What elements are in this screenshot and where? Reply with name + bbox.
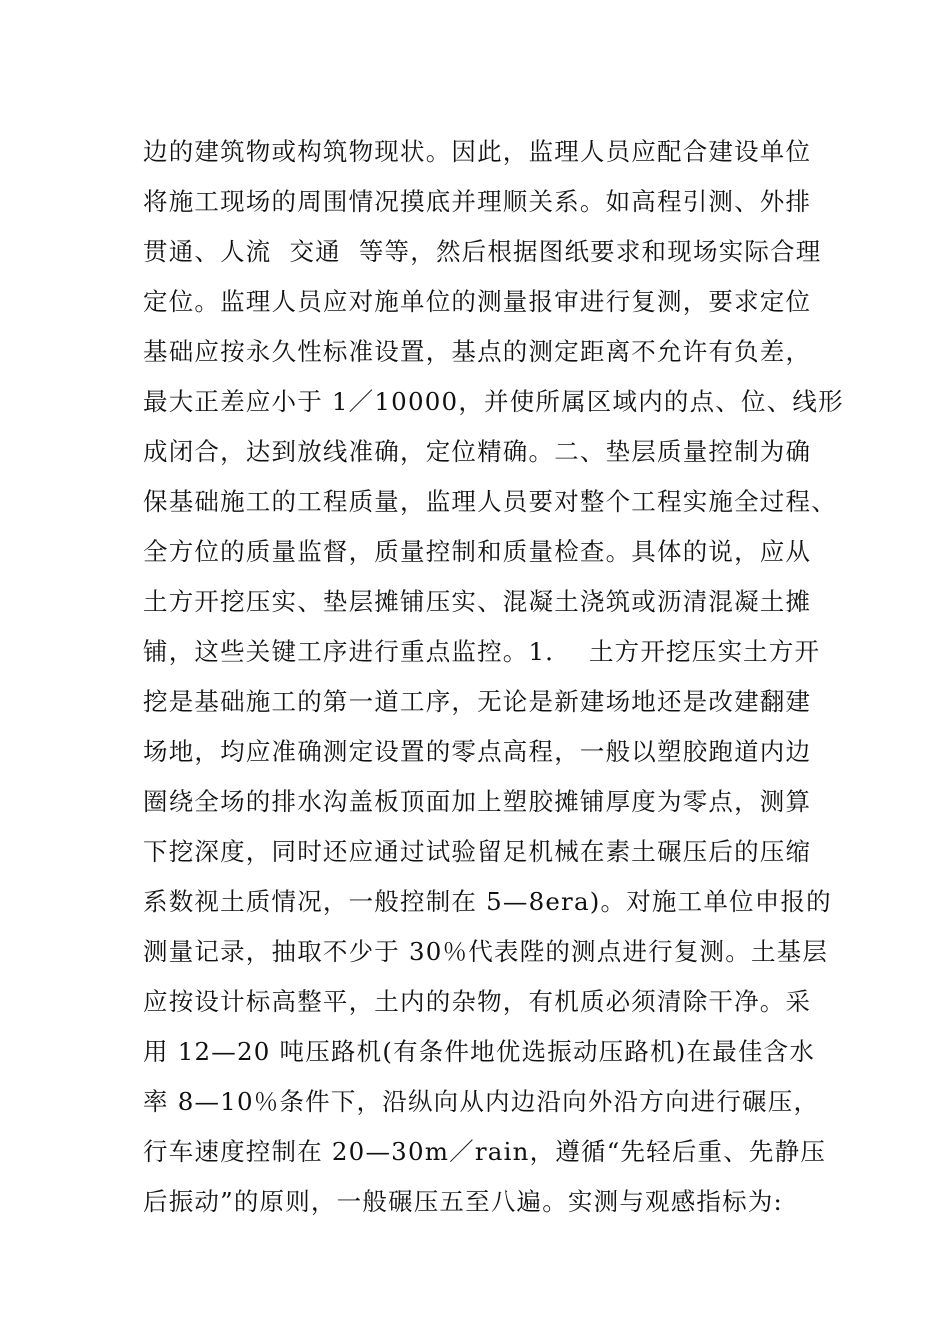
text-line: 测量记录，抽取不少于 30％代表陛的测点进行复测。土基层 xyxy=(143,937,829,966)
text-line: 圈绕全场的排水沟盖板顶面加上塑胶摊铺厚度为零点，测算 xyxy=(143,787,812,816)
text-line: 基础应按永久性标准设置，基点的测定距离不允许有负差， xyxy=(143,337,812,366)
text-line: 土方开挖压实、垫层摊铺压实、混凝土浇筑或沥清混凝土摊 xyxy=(143,587,812,616)
text-line: 最大正差应小于 1／10000，并使所属区域内的点、位、线形 xyxy=(143,387,844,416)
text-line: 场地，均应准确测定设置的零点高程，一般以塑胶跑道内边 xyxy=(143,737,812,766)
text-line: 铺，这些关键工序进行重点监控。1． 土方开挖压实土方开 xyxy=(143,637,821,666)
text-line: 下挖深度，同时还应通过试验留足机械在素土碾压后的压缩 xyxy=(143,837,812,866)
text-line: 率 8—10％条件下，沿纵向从内边沿向外沿方向进行碾压， xyxy=(143,1087,820,1116)
text-line: 将施工现场的周围情况摸底并理顺关系。如高程引测、外排 xyxy=(143,187,812,216)
body-text xyxy=(143,127,943,1227)
text-line: 挖是基础施工的第一道工序，无论是新建场地还是改建翻建 xyxy=(143,687,812,716)
text-line: 保基础施工的工程质量，监理人员要对整个工程实施全过程、 xyxy=(143,487,837,516)
text-line: 应按设计标高整平，土内的杂物，有机质必须清除干净。采 xyxy=(143,987,812,1016)
text-line: 系数视土质情况，一般控制在 5—8era)。对施工单位申报的 xyxy=(143,887,832,916)
text-line: 行车速度控制在 20—30m／rain，遵循“先轻后重、先静压 xyxy=(143,1137,827,1166)
text-line: 边的建筑物或构筑物现状。因此，监理人员应配合建设单位 xyxy=(143,137,812,166)
text-line: 定位。监理人员应对施单位的测量报审进行复测，要求定位 xyxy=(143,287,812,316)
text-line: 全方位的质量监督，质量控制和质量检查。具体的说，应从 xyxy=(143,537,812,566)
text-line: 成闭合，达到放线准确，定位精确。二、垫层质量控制为确 xyxy=(143,437,812,466)
text-line: 用 12—20 吨压路机(有条件地优选振动压路机)在最佳含水 xyxy=(143,1037,816,1066)
text-line: 贯通、人流 交通 等等，然后根据图纸要求和现场实际合理 xyxy=(143,237,822,266)
text-line: 后振动”的原则，一般碾压五至八遍。实测与观感指标为: xyxy=(143,1187,783,1216)
